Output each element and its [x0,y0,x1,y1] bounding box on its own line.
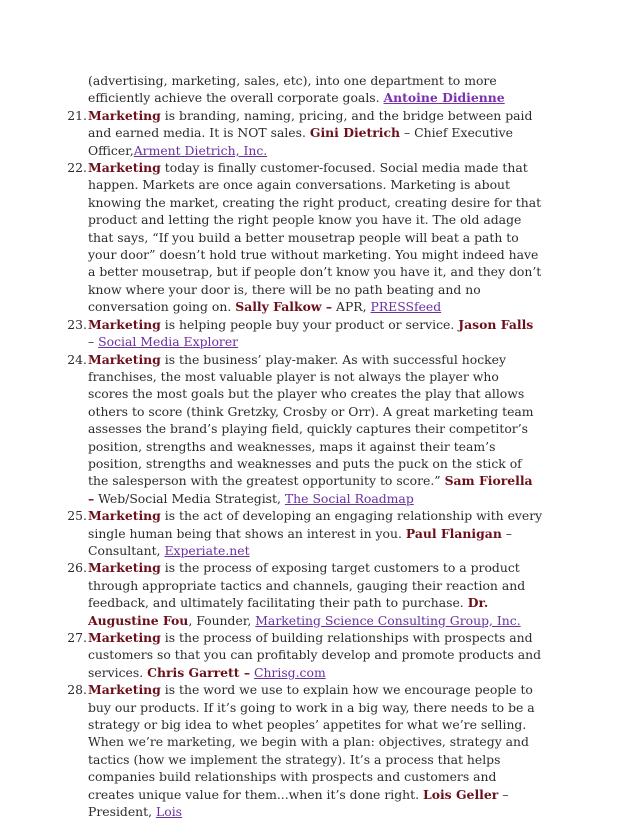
company-link[interactable]: Marketing Science Consulting Group, Inc. [255,612,521,628]
keyword: Marketing [88,560,161,576]
item-number: 22. [67,160,87,176]
list-item-26 [0,559,543,629]
list-item-22 [0,159,543,316]
author-name: Sam Fiorella – [88,473,533,506]
keyword: Marketing [88,682,161,698]
keyword: Marketing [88,160,161,176]
author-role: APR, [336,299,367,315]
author-name: Gini Dietrich [309,125,401,141]
author-role: , Founder, [188,612,252,628]
list-item-21 [0,107,543,159]
document-page [0,72,638,820]
author-name: Paul Flanigan [405,525,502,541]
item-number: 23. [67,316,87,332]
company-link[interactable]: PRESSfeed [370,299,442,315]
item-number: 26. [67,560,87,576]
author-role: – Chief Executive Officer, [88,125,513,158]
author-link-antoine-didienne[interactable]: Antoine Didienne [383,90,505,106]
item-number: 24. [67,351,87,367]
author-name: Dr. Augustine Fou [88,595,489,628]
author-role: – Consultant, [88,525,512,558]
list-item-24 [0,351,543,508]
definition-text: is the act of developing an engaging relationship with every single human being that shows an interest in you. [88,508,543,541]
keyword: Marketing [88,107,161,123]
item-number: 27. [67,630,87,645]
definition-text: is the word we use to explain how we encourage people to buy our products. If it’s going to work in a big way, there needs to be a strategy or big idea to whet peoples’ appetites for what we’re selling. When we’re marketing, we begin with a plan: objectives, strategy and tactics (how we implement the strategy). It’s a process that helps companies build relationships with prospects and customers and creates unique value for them...when it’s done right. [88,682,535,802]
list-item-28 [0,681,543,820]
definition-text: is the process of building relationships with prospects and customers so that you can profitably develop and promote products and services. [88,630,542,680]
intro-text: (advertising, marketing, sales, etc), into one department to more efficiently achieve the overall corporate goals. [88,73,497,106]
keyword: Marketing [88,316,161,332]
definition-text: is the process of exposing target customers to a product through appropriate tactics and channels, gauging their reaction and feedback, and ultimately facilitating their path to purchase. [88,560,526,611]
intro-paragraph [0,72,543,107]
item-number: 21. [67,107,87,123]
item-number: 25. [67,508,87,524]
author-name: Chris Garrett – [147,664,251,680]
company-link[interactable]: The Social Roadmap [284,490,414,506]
company-link[interactable]: Experiate.net [164,542,250,558]
definition-text: today is finally customer-focused. Social media made that happen. Markets are once again conversations. Marketing is about knowing the market, creating the right product, creating desire for that product and letting the right people know you have it. The old adage that says, “If you build a better mousetrap people will beat a path to your door” doesn’t hold true without marketing. You might indeed have a better mousetrap, but if people don’t know you have it, and they don’t know where your door is, there will be no path beating and no conversation going on. [88,160,542,315]
keyword: Marketing [88,630,161,645]
definition-text: is branding, naming, pricing, and the bridge between paid and earned media. It is NOT sales. [88,107,533,141]
item-number: 28. [67,682,87,698]
keyword: Marketing [88,508,161,524]
author-name: Lois Geller [423,786,499,802]
author-role: Web/Social Media Strategist, [98,490,281,506]
company-link[interactable]: Arment Dietrich, Inc. [133,142,268,158]
company-link[interactable]: Lois [156,804,183,820]
author-name: Jason Falls [458,316,534,332]
author-name: Sally Falkow – [235,299,333,315]
author-role: – President, [88,786,509,820]
company-link[interactable]: Chrisg.com [253,664,326,680]
keyword: Marketing [88,351,161,367]
definition-text: is helping people buy your product or service. [164,316,455,332]
list-item-25 [0,507,543,559]
definition-text: is the business’ play-maker. As with successful hockey franchises, the most valuable player is not always the player who scores the most goals but the player who creates the play that allows others to score (think Gretzky, Crosby or Orr). A great marketing team assesses the brand’s playing field, quickly captures their competitor’s position, strengths and weaknesses, maps it against their team’s position, strengths and weaknesses and puts the puck on the stick of the salesperson with the greatest opportunity to score.” [88,351,534,489]
list-item-23 [0,316,543,351]
list-item-27 [0,629,543,681]
author-role: – [88,334,95,350]
company-link[interactable]: Social Media Explorer [98,334,239,350]
